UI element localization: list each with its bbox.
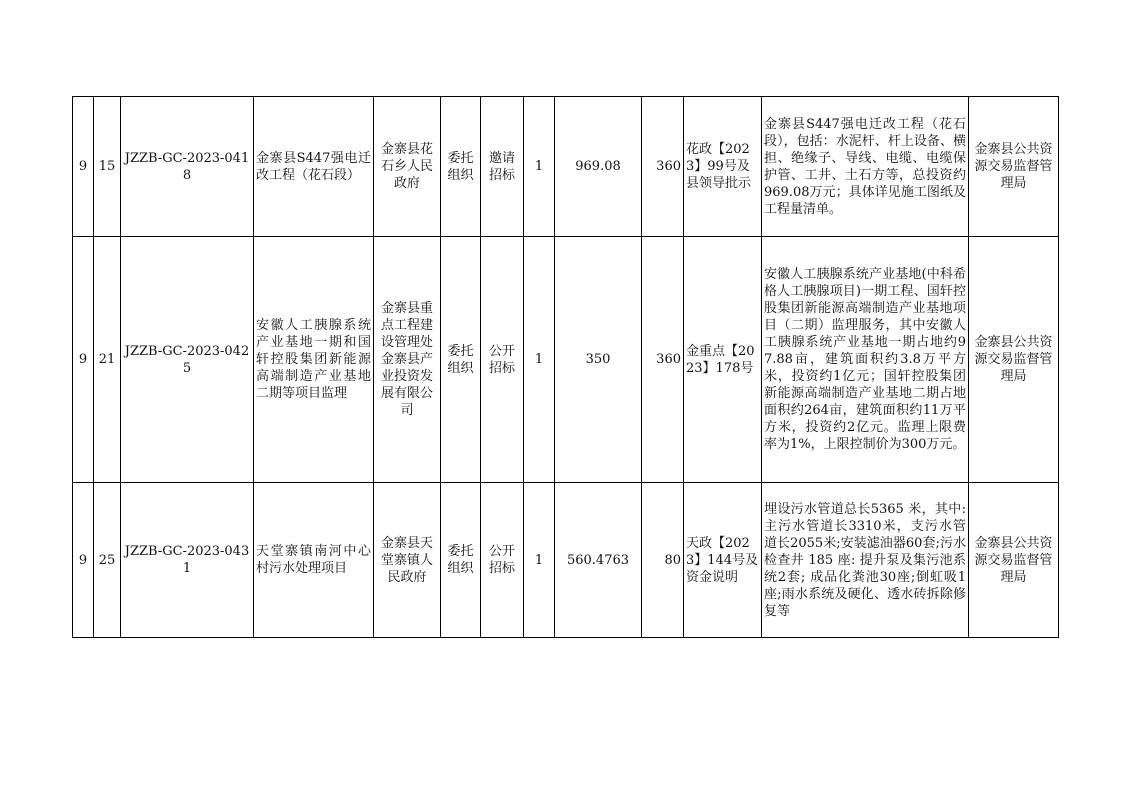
approval-cell: 天政【2023】144号及资金说明 [684,483,762,638]
method-cell: 公开招标 [481,483,524,638]
org-type-cell: 委托组织 [441,483,481,638]
table-row [73,97,1059,237]
seq-cell: 9 [73,483,94,638]
no-cell: 15 [94,97,121,237]
count-cell: 1 [524,97,555,237]
seq-cell: 9 [73,97,94,237]
amount-cell: 350 [555,237,642,483]
count-cell: 1 [524,483,555,638]
no-cell: 21 [94,237,121,483]
description-cell: 金寨县S447强电迁改工程（花石段），包括：水泥杆、杆上设备、横担、绝缘子、导线、电缆、电缆保护管、工井、土石方等，总投资约969.08万元；具体详见施工图纸及工程量清单。 [762,97,969,237]
approval-cell: 金重点【2023】178号 [684,237,762,483]
supervisor-cell: 金寨县公共资源交易监督管理局 [969,97,1059,237]
project-name-cell: 天堂寨镇南河中心村污水处理项目 [254,483,374,638]
days-cell: 360 [642,237,684,483]
project-name-cell: 安徽人工胰腺系统产业基地一期和国轩控股集团新能源高端制造产业基地二期等项目监理 [254,237,374,483]
project-code-cell: JZZB-GC-2023-0425 [121,237,254,483]
project-name-cell: 金寨县S447强电迁改工程（花石段） [254,97,374,237]
owner-cell: 金寨县天堂寨镇人民政府 [374,483,441,638]
seq-cell: 9 [73,237,94,483]
amount-cell: 969.08 [555,97,642,237]
project-code-cell: JZZB-GC-2023-0431 [121,483,254,638]
owner-cell: 金寨县重点工程建设管理处金寨县产业投资发展有限公司 [374,237,441,483]
amount-cell: 560.4763 [555,483,642,638]
method-cell: 公开招标 [481,237,524,483]
method-cell: 邀请招标 [481,97,524,237]
project-code-cell: JZZB-GC-2023-0418 [121,97,254,237]
count-cell: 1 [524,237,555,483]
table-row [73,483,1059,638]
description-cell: 埋设污水管道总长5365 米，其中:主污水管道长3310米，支污水管道长2055米;安装滤油器60套;污水检查井 185 座: 提升泵及集污池系统2套; 成品化粪池30座;倒虹吸1座;雨水系统及硬化、透水砖拆除修复等 [762,483,969,638]
approval-cell: 花政【2023】99号及县领导批示 [684,97,762,237]
days-cell: 80 [642,483,684,638]
org-type-cell: 委托组织 [441,237,481,483]
no-cell: 25 [94,483,121,638]
supervisor-cell: 金寨县公共资源交易监督管理局 [969,483,1059,638]
org-type-cell: 委托组织 [441,97,481,237]
supervisor-cell: 金寨县公共资源交易监督管理局 [969,237,1059,483]
days-cell: 360 [642,97,684,237]
project-table [72,96,1059,638]
table-row [73,237,1059,483]
owner-cell: 金寨县花石乡人民政府 [374,97,441,237]
description-cell: 安徽人工胰腺系统产业基地(中科希格人工胰腺项目)一期工程、国轩控股集团新能源高端制造产业基地项目（二期）监理服务，其中安徽人工胰腺系统产业基地一期占地约97.88亩，建筑面积约3.8万平方米，投资约1亿元；国轩控股集团新能源高端制造产业基地二期占地面积约264亩，建筑面积约11万平方米，投资约2亿元。监理上限费率为1%，上限控制价为300万元。 [762,237,969,483]
